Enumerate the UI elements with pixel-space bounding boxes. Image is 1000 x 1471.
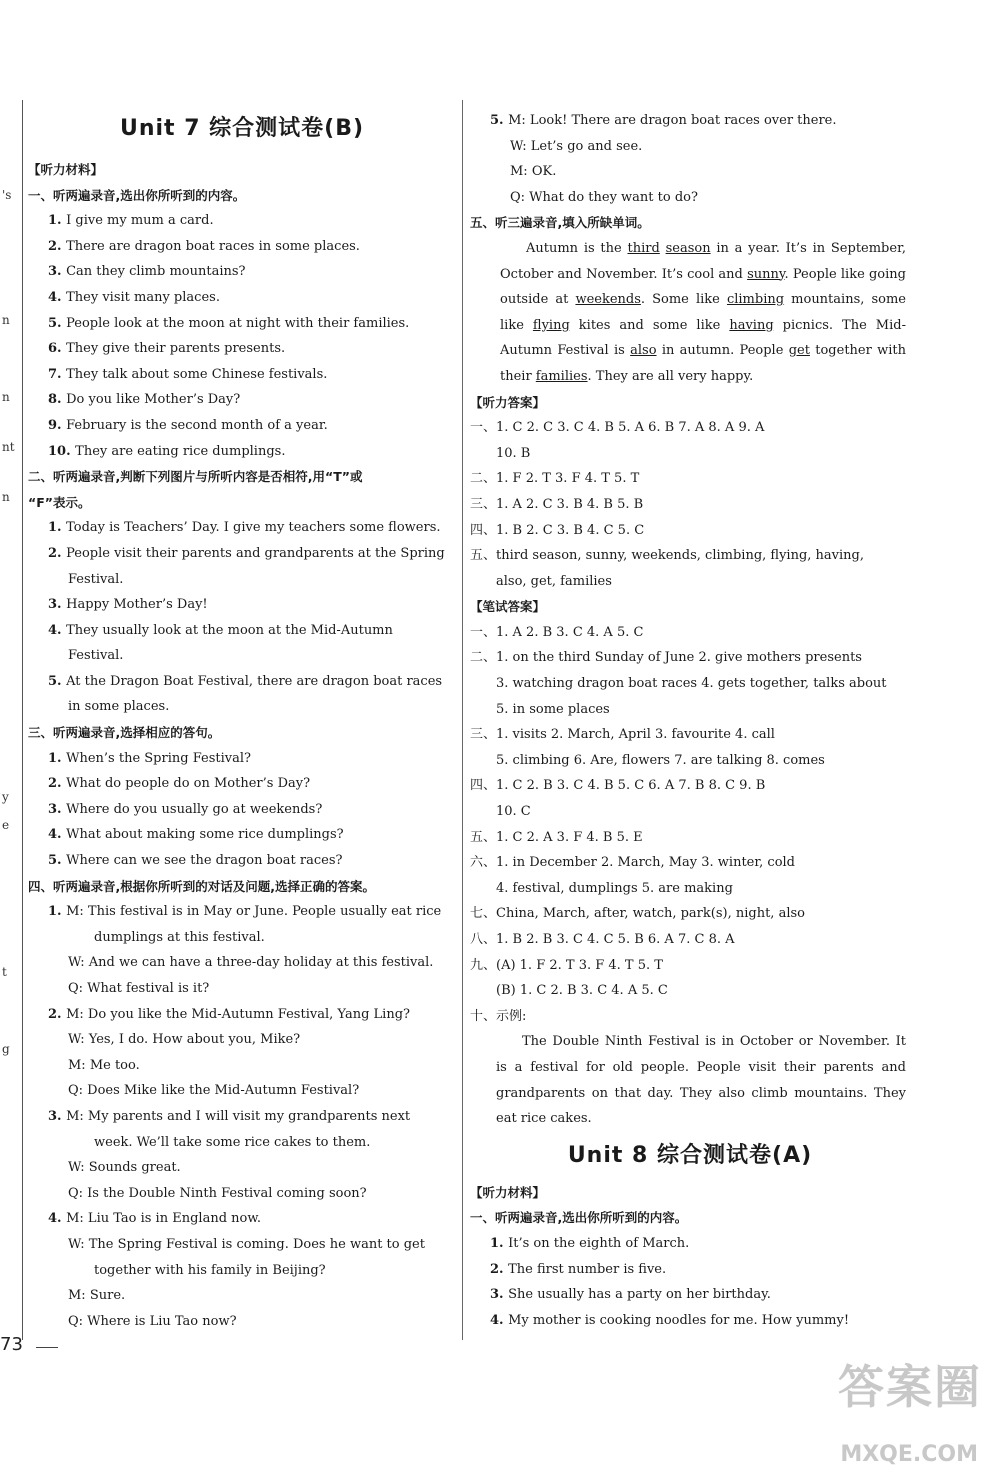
list-item (28, 643, 456, 669)
item-text: February is the second month of a year. (66, 417, 328, 433)
item-number: 1. (48, 904, 67, 920)
item-text: The first number is five. (508, 1261, 667, 1277)
item-text: 10. B (496, 445, 531, 461)
margin-fragment: n (2, 390, 10, 404)
margin-fragment: n (2, 313, 10, 327)
margin-fragment: t (2, 965, 7, 979)
list-item (470, 466, 910, 492)
list-item (470, 620, 910, 646)
list-item (28, 1104, 456, 1130)
list-item (28, 259, 456, 285)
filled-blank: season (665, 240, 711, 256)
unit8-section1-heading: 一、听两遍录音,选出你所听到的内容。 (470, 1210, 688, 1226)
item-text: 三、1. A 2. C 3. B 4. B 5. B (470, 496, 644, 512)
item-text: Festival. (68, 571, 124, 587)
section4-heading: 四、听两遍录音,根据你所听到的对话及问题,选择正确的答案。 (28, 878, 375, 894)
listening-material-label: 【听力材料】 (28, 162, 104, 177)
list-item (28, 567, 456, 593)
item-text: She usually has a party on her birthday. (508, 1287, 771, 1303)
section2-heading: 二、听两遍录音,判断下列图片与所听内容是否相符,用“T”或 (28, 469, 363, 485)
item-text: 四、1. B 2. C 3. B 4. C 5. C (470, 522, 645, 538)
item-text: 一、1. A 2. B 3. C 4. A 5. C (470, 624, 644, 640)
list-item (470, 415, 910, 441)
list-item (28, 234, 456, 260)
item-text: 四、1. C 2. B 3. C 4. B 5. C 6. A 7. B 8. C 9. B (470, 778, 766, 794)
item-text: also, get, families (496, 573, 612, 589)
left-column (28, 105, 456, 1334)
written-answers-label: 【笔试答案】 (470, 599, 546, 615)
gutter-rule (22, 100, 23, 1340)
item-number: 4. (48, 1211, 67, 1227)
list-item (28, 541, 456, 567)
item-text: M: Look! There are dragon boat races over there. (508, 113, 837, 128)
item-text: They usually look at the moon at the Mid-Autumn (66, 622, 393, 638)
list-item (28, 413, 456, 439)
section1-list (28, 208, 456, 464)
item-text: When’s the Spring Festival? (66, 750, 251, 766)
item-text: 10. C (496, 804, 531, 820)
list-item (28, 822, 456, 848)
item-number: 3. (490, 1287, 509, 1303)
item-text: M: Sure. (68, 1288, 126, 1304)
paragraph-text: in a year. It’s in September, October and November. It’s cool and (500, 240, 906, 282)
item-text: together with his family in Beijing? (94, 1262, 326, 1278)
list-item (28, 1053, 456, 1079)
list-item (470, 134, 910, 160)
list-item (470, 901, 910, 927)
item-number: 6. (48, 341, 67, 357)
page-number: 73 (0, 1334, 23, 1355)
section3-heading: 三、听两遍录音,选择相应的答句。 (28, 725, 221, 741)
listening-answers-list (470, 415, 910, 594)
item-number: 4. (48, 827, 67, 843)
item-text: 5. climbing 6. Are, flowers 7. are talking 8. comes (496, 752, 825, 768)
item-text: It’s on the eighth of March. (508, 1235, 690, 1251)
list-item (470, 850, 910, 876)
item-text: M: Liu Tao is in England now. (66, 1211, 262, 1227)
list-item (470, 1231, 910, 1257)
page-number-dash (36, 1347, 58, 1348)
right-column (470, 108, 910, 1333)
item-text: 三、1. visits 2. March, April 3. favourite 4. call (470, 727, 775, 743)
item-number: 10. (48, 443, 76, 459)
filled-blank: sunny (747, 266, 785, 282)
item-number: 7. (48, 366, 67, 382)
item-text: Can they climb mountains? (66, 264, 246, 280)
list-item (28, 592, 456, 618)
item-text: M: This festival is in May or June. People usually eat rice (66, 904, 442, 920)
list-item (28, 515, 456, 541)
item-text: 八、1. B 2. B 3. C 4. C 5. B 6. A 7. C 8. A (470, 932, 735, 947)
list-item (470, 1004, 910, 1030)
paragraph-text: . People like going outside at (500, 266, 906, 308)
list-item (28, 1181, 456, 1207)
item-text: There are dragon boat races in some places. (66, 238, 360, 254)
item-number: 5. (490, 113, 509, 128)
section4-list (28, 899, 456, 1334)
item-text: Q: Does Mike like the Mid-Autumn Festival? (68, 1083, 360, 1099)
item-number: 1. (48, 213, 67, 229)
item-number: 5. (48, 673, 67, 689)
margin-fragment: g (2, 1042, 10, 1056)
item-text: They visit many places. (66, 289, 220, 305)
listening-answers-label: 【听力答案】 (470, 394, 546, 410)
item-text: I give my mum a card. (66, 213, 214, 229)
list-item (470, 773, 910, 799)
item-text: They talk about some Chinese festivals. (66, 366, 328, 382)
list-item (470, 876, 910, 902)
list-item (28, 336, 456, 362)
list-item (470, 799, 910, 825)
paragraph-text: picnics. The Mid-Autumn Festival is (500, 317, 906, 359)
list-item (28, 694, 456, 720)
paragraph-text: together with their (500, 343, 907, 384)
item-text: W: The Spring Festival is coming. Does he want to get (68, 1236, 425, 1252)
item-number: 3. (48, 1108, 67, 1124)
item-number: 2. (48, 1006, 67, 1022)
list-item (470, 543, 910, 569)
list-item (28, 669, 456, 695)
item-text: dumplings at this festival. (94, 929, 265, 945)
item-text: 十、示例: (470, 1008, 527, 1024)
filled-blank: flying (532, 317, 570, 333)
list-item (28, 387, 456, 413)
list-item (28, 797, 456, 823)
item-text: (B) 1. C 2. B 3. C 4. A 5. C (496, 983, 668, 999)
list-item (28, 1232, 456, 1258)
list-item (470, 697, 910, 723)
list-item (470, 108, 910, 134)
list-item (470, 518, 910, 544)
item-number: 9. (48, 417, 67, 433)
margin-fragment: n (2, 490, 10, 504)
item-text: 二、1. on the third Sunday of June 2. give mothers presents (470, 650, 862, 666)
list-item (28, 746, 456, 772)
item-text: week. We’ll take some rice cakes to them. (94, 1134, 371, 1150)
paragraph-text: . They are all very happy. (587, 368, 754, 384)
list-item (470, 569, 910, 595)
watermark-domain: MXQE.COM (840, 1442, 978, 1467)
filled-blank: weekends (575, 292, 641, 308)
list-item (28, 618, 456, 644)
list-item (470, 645, 910, 671)
unit8-listening-label: 【听力材料】 (470, 1184, 546, 1200)
item-text: M: Do you like the Mid-Autumn Festival, Yang Ling? (66, 1006, 410, 1022)
list-item (470, 1282, 910, 1308)
list-item (28, 771, 456, 797)
list-item (28, 285, 456, 311)
item-text: Q: What festival is it? (68, 981, 210, 996)
item-number: 5. (48, 315, 67, 331)
paragraph-text: Autumn is the (526, 240, 628, 256)
item-number: 1. (48, 750, 67, 766)
list-item (470, 159, 910, 185)
paragraph-text: mountains, some like (500, 292, 906, 333)
list-item (470, 1308, 910, 1334)
item-text: Do you like Mother’s Day? (66, 392, 241, 408)
item-text: 5. in some places (496, 701, 610, 717)
item-number: 3. (48, 597, 67, 613)
item-text: 七、China, March, after, watch, park(s), night, also (470, 906, 805, 922)
item-text: Q: What do they want to do? (510, 189, 698, 205)
item-text: 五、third season, sunny, weekends, climbing, flying, having, (470, 548, 865, 564)
item-text: W: Sounds great. (68, 1160, 181, 1176)
list-item (28, 1206, 456, 1232)
paragraph-text: kites and some like (569, 317, 730, 333)
item-text: 五、1. C 2. A 3. F 4. B 5. E (470, 829, 643, 845)
list-item (28, 848, 456, 874)
list-item (28, 1027, 456, 1053)
watermark-text: 答案圈 (838, 1360, 982, 1414)
item-text: 六、1. in December 2. March, May 3. winter, cold (470, 855, 795, 871)
list-item (28, 1078, 456, 1104)
item-text: Happy Mother’s Day! (66, 597, 208, 613)
list-item (28, 1309, 456, 1335)
filled-blank: families (535, 368, 588, 384)
item-text: 九、(A) 1. F 2. T 3. F 4. T 5. T (470, 957, 663, 973)
section4-continued-list (470, 108, 910, 210)
item-text: M: OK. (510, 164, 557, 180)
item-number: 8. (48, 392, 67, 408)
list-item (470, 978, 910, 1004)
item-text: Q: Is the Double Ninth Festival coming soon? (68, 1185, 367, 1201)
list-item (470, 671, 910, 697)
item-number: 2. (48, 545, 67, 561)
example-paragraph: The Double Ninth Festival is in October or November. It is a festival for old people. People visit their parents and grandparents on that day. They also climb mountains. They eat rice cakes. (496, 1034, 906, 1127)
list-item (470, 927, 910, 953)
list-item (470, 492, 910, 518)
margin-fragment: 's (2, 188, 12, 202)
item-number: 2. (48, 238, 67, 254)
item-number: 3. (48, 264, 67, 280)
item-text: W: Let’s go and see. (510, 138, 643, 154)
item-text: W: And we can have a three-day holiday at this festival. (68, 955, 434, 971)
list-item (28, 1130, 456, 1156)
item-text: M: My parents and I will visit my grandparents next (66, 1108, 411, 1124)
item-number: 2. (48, 776, 67, 792)
section2-heading-cont: “F”表示。 (28, 494, 91, 510)
list-item (28, 1155, 456, 1181)
section3-list (28, 746, 456, 874)
section5-heading: 五、听三遍录音,填入所缺单词。 (470, 215, 650, 231)
unit8-title: Unit 8 综合测试卷(A) (567, 1142, 813, 1168)
unit8-section1-list (470, 1231, 910, 1333)
list-item (28, 439, 456, 465)
item-text: What about making some rice dumplings? (66, 827, 344, 843)
item-number: 1. (490, 1235, 509, 1251)
section5-cloze-paragraph (470, 236, 910, 390)
filled-blank: climbing (726, 292, 785, 308)
item-text: in some places. (68, 699, 170, 715)
margin-fragment: nt (2, 440, 15, 454)
list-item (28, 950, 456, 976)
item-text: 二、1. F 2. T 3. F 4. T 5. T (470, 471, 640, 487)
list-item (28, 899, 456, 925)
item-text: What do people do on Mother’s Day? (66, 776, 311, 792)
item-text: Q: Where is Liu Tao now? (68, 1313, 237, 1329)
left-margin-fragments (0, 0, 18, 1471)
item-number: 3. (48, 801, 67, 817)
filled-blank: third (627, 240, 660, 256)
list-item (470, 185, 910, 211)
item-text: W: Yes, I do. How about you, Mike? (68, 1032, 301, 1048)
filled-blank: also (630, 343, 657, 359)
column-divider (462, 100, 463, 1340)
paragraph-text: . Some like (640, 292, 727, 308)
item-text: People look at the moon at night with their families. (66, 315, 410, 331)
watermark-logo (782, 1347, 982, 1467)
item-text: At the Dragon Boat Festival, there are dragon boat races (66, 673, 443, 689)
list-item (470, 722, 910, 748)
section2-list (28, 515, 456, 720)
item-text: 4. festival, dumplings 5. are making (496, 880, 733, 896)
margin-fragment: e (2, 818, 10, 832)
item-text: 3. watching dragon boat races 4. gets together, talks about (496, 676, 887, 692)
item-text: Where do you usually go at weekends? (66, 801, 323, 817)
section1-heading: 一、听两遍录音,选出你所听到的内容。 (28, 187, 246, 203)
list-item (470, 953, 910, 979)
item-number: 1. (48, 520, 67, 536)
list-item (470, 441, 910, 467)
item-text: 一、1. C 2. C 3. C 4. B 5. A 6. B 7. A 8. A 9. A (470, 420, 765, 436)
filled-blank: having (729, 317, 774, 333)
item-number: 5. (48, 853, 67, 869)
unit7-title: Unit 7 综合测试卷(B) (119, 116, 365, 141)
list-item (28, 311, 456, 337)
list-item (28, 1283, 456, 1309)
item-number: 4. (48, 622, 67, 638)
item-text: Where can we see the dragon boat races? (66, 853, 343, 869)
item-text: Festival. (68, 648, 124, 664)
item-text: M: Me too. (68, 1057, 140, 1073)
list-item (470, 825, 910, 851)
item-number: 2. (490, 1261, 509, 1277)
item-text: People visit their parents and grandparents at the Spring (66, 545, 445, 561)
item-text: Today is Teachers’ Day. I give my teachers some flowers. (66, 520, 441, 536)
item-number: 4. (490, 1312, 509, 1328)
written-answers-list (470, 620, 910, 1030)
item-text: My mother is cooking noodles for me. How yummy! (508, 1312, 850, 1328)
list-item (28, 362, 456, 388)
list-item (470, 1257, 910, 1283)
list-item (470, 748, 910, 774)
list-item (28, 925, 456, 951)
list-item (28, 1258, 456, 1284)
list-item (28, 208, 456, 234)
item-number: 4. (48, 289, 67, 305)
list-item (28, 1002, 456, 1028)
margin-fragment: y (2, 790, 9, 804)
item-text: They are eating rice dumplings. (75, 443, 286, 459)
filled-blank: get (788, 343, 810, 359)
paragraph-text: in autumn. People (656, 343, 789, 359)
item-text: They give their parents presents. (66, 341, 286, 357)
list-item (28, 976, 456, 1002)
